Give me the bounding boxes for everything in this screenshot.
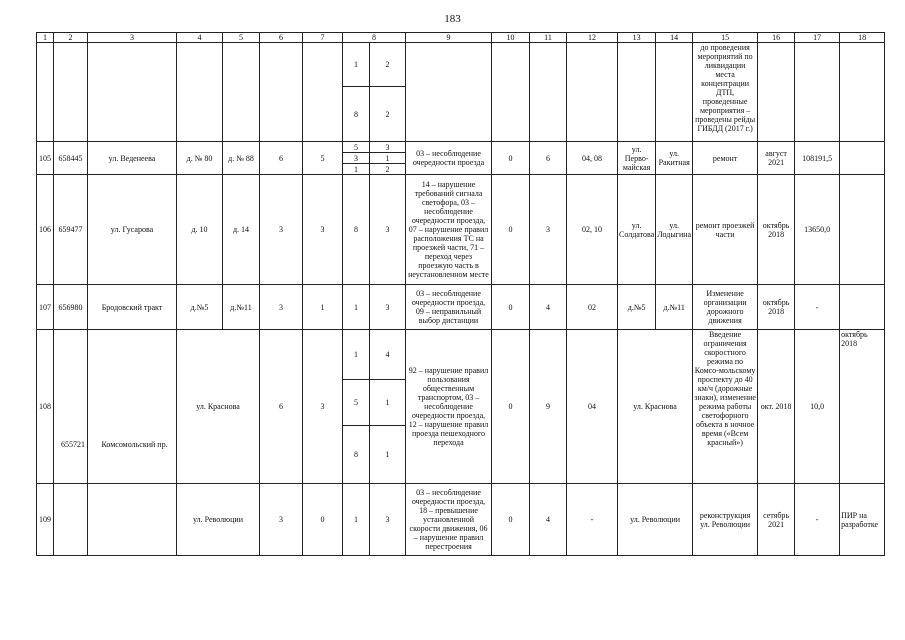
cell: 107 (37, 285, 54, 330)
col-header: 13 (618, 33, 656, 43)
cell: октябрь 2018 (758, 175, 795, 285)
cell: 1 (343, 285, 370, 330)
cell: - (795, 285, 840, 330)
col-header: 17 (795, 33, 840, 43)
cell: 6 (530, 142, 567, 175)
col-header: 12 (567, 33, 618, 43)
cell: 0 (492, 142, 530, 175)
cell: 656980 (54, 285, 88, 330)
cell (492, 43, 530, 142)
col-header: 10 (492, 33, 530, 43)
cell: 3 (370, 175, 406, 285)
col-header: 8 (343, 33, 406, 43)
table-row (37, 43, 885, 87)
cell: 02 (567, 285, 618, 330)
cell: 1 (343, 43, 370, 87)
column-number-row (37, 33, 885, 43)
cell (54, 330, 88, 484)
cell: 3 (370, 142, 406, 153)
cell: 3 (303, 330, 343, 484)
cell: д. № 80 (177, 142, 223, 175)
cell: ул. Лодыгина (656, 175, 693, 285)
col-header: 4 (177, 33, 223, 43)
cell: 03 – несоблюдение очередности проезда, 18 – превышение установленной скорости движения, 06 – нарушение правил перестроения (406, 484, 492, 556)
cell: 5 (343, 142, 370, 153)
cell: 5 (343, 380, 370, 426)
cell (406, 43, 492, 142)
cell: 3 (260, 285, 303, 330)
cell: 0 (492, 484, 530, 556)
cell: 9 (530, 330, 567, 484)
cell: 1 (303, 285, 343, 330)
cell (840, 142, 885, 175)
cell: 5 (303, 142, 343, 175)
cell: ул. Веденеева (88, 142, 177, 175)
col-header: 16 (758, 33, 795, 43)
cell: 4 (370, 330, 406, 380)
group-code: 655721 (61, 440, 85, 449)
cell: до проведения мероприятий по ликвидации места концентрации ДТП, проведенные мероприятия – проведены рейды ГИБДД (2017 г.) (693, 43, 758, 142)
table-row (37, 285, 885, 330)
cell: 8 (343, 87, 370, 142)
cell: сетябрь 2021 (758, 484, 795, 556)
cell: Изменение организации дорожного движения (693, 285, 758, 330)
cell: ул. Революции (177, 484, 260, 556)
cell: ул. Солдатова (618, 175, 656, 285)
cell: 2 (370, 43, 406, 87)
cell: 10,0 (795, 330, 840, 484)
accident-sites-table (36, 32, 885, 556)
cell (840, 175, 885, 285)
cell (530, 43, 567, 142)
cell: - (795, 484, 840, 556)
cell (618, 43, 656, 142)
cell: 1 (343, 164, 370, 175)
cell: 03 – несоблюдение очередности проезда (406, 142, 492, 175)
col-header: 14 (656, 33, 693, 43)
cell: 3 (530, 175, 567, 285)
cell: ул. Революции (618, 484, 693, 556)
cell: 3 (303, 175, 343, 285)
cell (177, 43, 223, 142)
cell: октябрь 2018 (840, 330, 885, 484)
cell (54, 484, 88, 556)
cell: 3 (370, 484, 406, 556)
col-header: 11 (530, 33, 567, 43)
cell (303, 43, 343, 142)
cell: окт. 2018 (758, 330, 795, 484)
cell: 0 (492, 330, 530, 484)
cell: д. № 88 (223, 142, 260, 175)
cell: реконструкция ул. Революции (693, 484, 758, 556)
cell: 8 (343, 175, 370, 285)
cell: д.№5 (177, 285, 223, 330)
cell: ул. Ракитная (656, 142, 693, 175)
cell: 92 – нарушение правил пользования общественным транспортом, 03 – несоблюдение очередности проезда, 12 – нарушение правил проезда пешеходного перехода (406, 330, 492, 484)
table-row (37, 142, 885, 153)
cell: 108 (37, 330, 54, 484)
cell: 3 (343, 153, 370, 164)
col-header: 3 (88, 33, 177, 43)
page-number: 183 (444, 13, 461, 25)
cell (840, 285, 885, 330)
cell (37, 43, 54, 142)
cell: 14 – нарушение требований сигнала светофора, 03 – несоблюдение очередности проезда, 07 – нарушение правил расположения ТС на проезжей части, 71 – переход через проезжую часть в неустановленном месте (406, 175, 492, 285)
cell (758, 43, 795, 142)
cell (54, 43, 88, 142)
cell: октябрь 2018 (758, 285, 795, 330)
cell: август 2021 (758, 142, 795, 175)
cell: 8 (343, 426, 370, 484)
cell: ремонт проезжей части (693, 175, 758, 285)
cell: 4 (530, 285, 567, 330)
cell: д.№11 (223, 285, 260, 330)
cell: 0 (303, 484, 343, 556)
cell (223, 43, 260, 142)
cell: 3 (370, 285, 406, 330)
cell: 0 (492, 175, 530, 285)
col-header: 6 (260, 33, 303, 43)
cell: 659477 (54, 175, 88, 285)
cell: д. 14 (223, 175, 260, 285)
group-street: Комсомольский пр. (101, 440, 168, 449)
cell: ул. Краснова (618, 330, 693, 484)
cell: ул. Краснова (177, 330, 260, 484)
cell: 1 (370, 380, 406, 426)
cell: 109 (37, 484, 54, 556)
cell: 6 (260, 142, 303, 175)
cell (88, 330, 177, 484)
cell: 3 (260, 484, 303, 556)
cell: - (567, 484, 618, 556)
cell: ПИР на разработке (840, 484, 885, 556)
table-row (37, 484, 885, 556)
col-header: 1 (37, 33, 54, 43)
col-header: 9 (406, 33, 492, 43)
cell: ремонт (693, 142, 758, 175)
col-header: 7 (303, 33, 343, 43)
cell: 105 (37, 142, 54, 175)
cell (567, 43, 618, 142)
cell: 0 (492, 285, 530, 330)
cell: 04 (567, 330, 618, 484)
cell: 04, 08 (567, 142, 618, 175)
cell: 1 (370, 153, 406, 164)
cell: д.№11 (656, 285, 693, 330)
table-row (37, 330, 885, 380)
cell: д.№5 (618, 285, 656, 330)
cell: 2 (370, 87, 406, 142)
cell (88, 484, 177, 556)
table-row (37, 175, 885, 285)
cell (656, 43, 693, 142)
cell: 6 (260, 330, 303, 484)
col-header: 2 (54, 33, 88, 43)
cell: 658445 (54, 142, 88, 175)
cell: Введение ограничения скоростного режима по Комсо-мольскому проспекту до 40 км/ч (дорожные знаки), изменение режима работы светофорного объекта в ночное время («Всем красный») (693, 330, 758, 484)
cell (795, 43, 840, 142)
cell: ул. Гусарова (88, 175, 177, 285)
cell: 03 – несоблюдение очередности проезда, 09 – неправильный выбор дистанции (406, 285, 492, 330)
cell (840, 43, 885, 142)
cell (88, 43, 177, 142)
cell: 1 (343, 330, 370, 380)
cell: 1 (370, 426, 406, 484)
cell: 106 (37, 175, 54, 285)
col-header: 18 (840, 33, 885, 43)
col-header: 15 (693, 33, 758, 43)
cell: 2 (370, 164, 406, 175)
cell: Бродовский тракт (88, 285, 177, 330)
cell: 4 (530, 484, 567, 556)
cell: 13650,0 (795, 175, 840, 285)
cell: ул. Перво-майская (618, 142, 656, 175)
cell: 108191,5 (795, 142, 840, 175)
cell: 02, 10 (567, 175, 618, 285)
cell: 1 (343, 484, 370, 556)
col-header: 5 (223, 33, 260, 43)
cell: д. 10 (177, 175, 223, 285)
cell (260, 43, 303, 142)
cell: 3 (260, 175, 303, 285)
